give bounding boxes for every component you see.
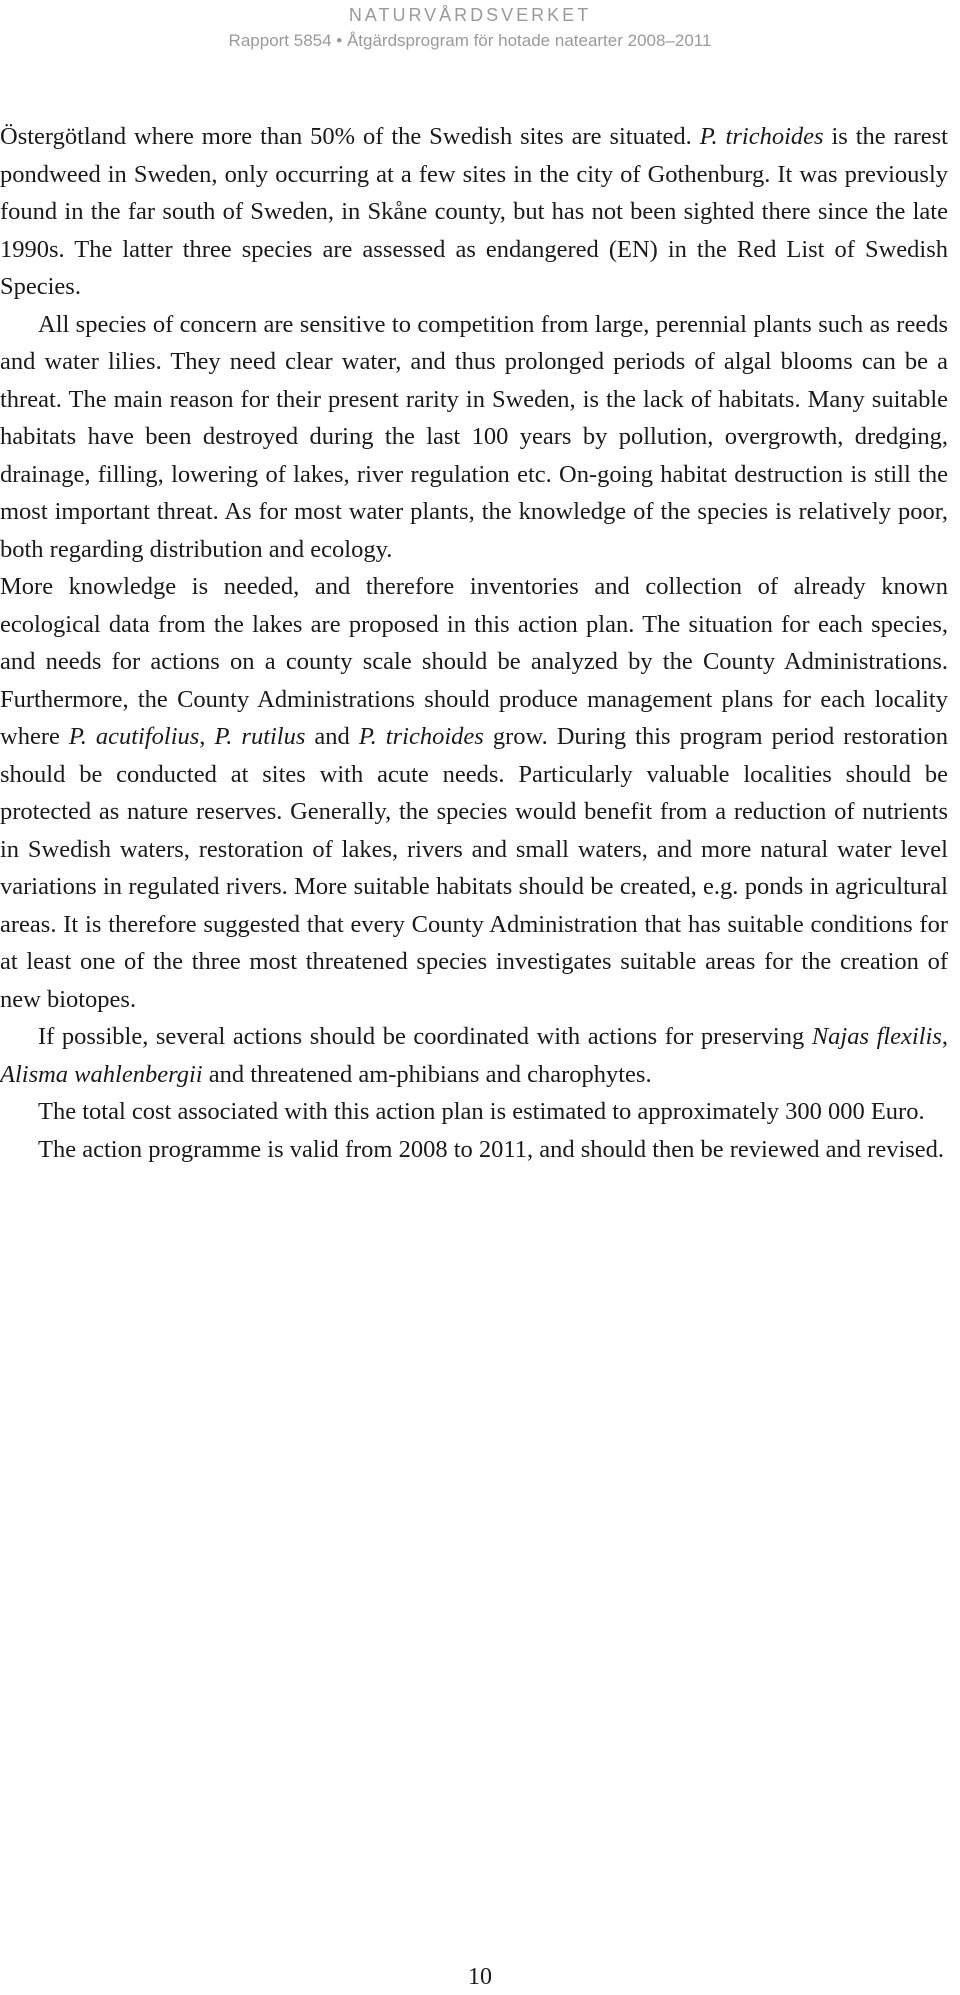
paragraph-1 <box>0 118 948 306</box>
paragraph-5: The total cost associated with this action plan is estimated to approximately 300 000 Euro. <box>38 1098 925 1125</box>
text-span: and <box>305 723 359 750</box>
text-span: If possible, several actions should be coordinated with actions for preserving <box>38 1023 812 1050</box>
text-span: , <box>941 1023 949 1050</box>
paragraph-6: The action programme is valid from 2008 to 2011, and should then be reviewed and revised. <box>38 1135 945 1163</box>
species-name: P. trichoides <box>358 723 484 750</box>
report-title: Rapport 5854 • Åtgärdsprogram för hotade natearter 2008–2011 <box>228 31 712 50</box>
paragraph-2: All species of concern are sensitive to competition from large, perennial plants such as reeds and water lilies. They need clear water, and thus prolonged periods of algal blooms can be a threat. The main reason for their present rarity in Sweden, is the lack of habitats. Many suitable habitats have been destroyed during the last 100 years by pollution, overgrowth, dredging, drainage, filling, lowering of lakes, river regulation etc. On-going habitat destruction is still the most important threat. As for most water plants, the knowledge of the species is relatively poor, both regarding distribution and ecology. <box>0 310 948 563</box>
text-span: grow. During this program period restoration should be conducted at sites with acute needs. Particularly valuable localities should be protected as nature reserves. Generally, the species would benefit from a reduction of nutrients in Swedish waters, restoration of lakes, rivers and small waters, and more natural water level variations in regulated rivers. More suitable habitats should be created, e.g. ponds in agricultural areas. It is therefore suggested that every County Administration that has suitable conditions for at least one of the three most threatened species investigates suitable areas for the creation of new biotopes. <box>0 723 949 1013</box>
species-name: Alisma wahlenbergii <box>0 1060 203 1088</box>
species-name: P. acutifolius <box>68 723 200 750</box>
species-name: P. rutilus <box>214 723 306 750</box>
agency-name: NATURVÅRDSVERKET <box>348 5 592 25</box>
page-header <box>190 2 750 54</box>
body-text <box>0 118 948 1168</box>
species-name: Najas flexilis <box>811 1023 942 1050</box>
paragraph-3 <box>0 568 948 1018</box>
text-span: Östergötland where more than 50% of the Swedish sites are situated. <box>0 123 700 150</box>
page-number: 10 <box>468 1964 492 1990</box>
text-span: and threatened am-phibians and charophytes. <box>202 1060 652 1088</box>
paragraph-4 <box>0 1018 948 1093</box>
text-span: , <box>199 723 215 750</box>
text-span: More knowledge is needed, and therefore inventories and collection of already known ecological data from the lakes are proposed in this action plan. The situation for each species, and needs for actions on a county scale should be analyzed by the County Administrations. Furthermore, the County Administrations should produce management plans for each locality where <box>0 573 948 750</box>
species-name: P. trichoides <box>699 123 824 150</box>
text-span: is the rarest pondweed in Sweden, only occurring at a few sites in the city of Gothenburg. It was previously found in the far south of Sweden, in Skåne county, but has not been sighted there since the late 1990s. The latter three species are assessed as endangered (EN) in the Red List of Swedish Species. <box>0 123 948 300</box>
